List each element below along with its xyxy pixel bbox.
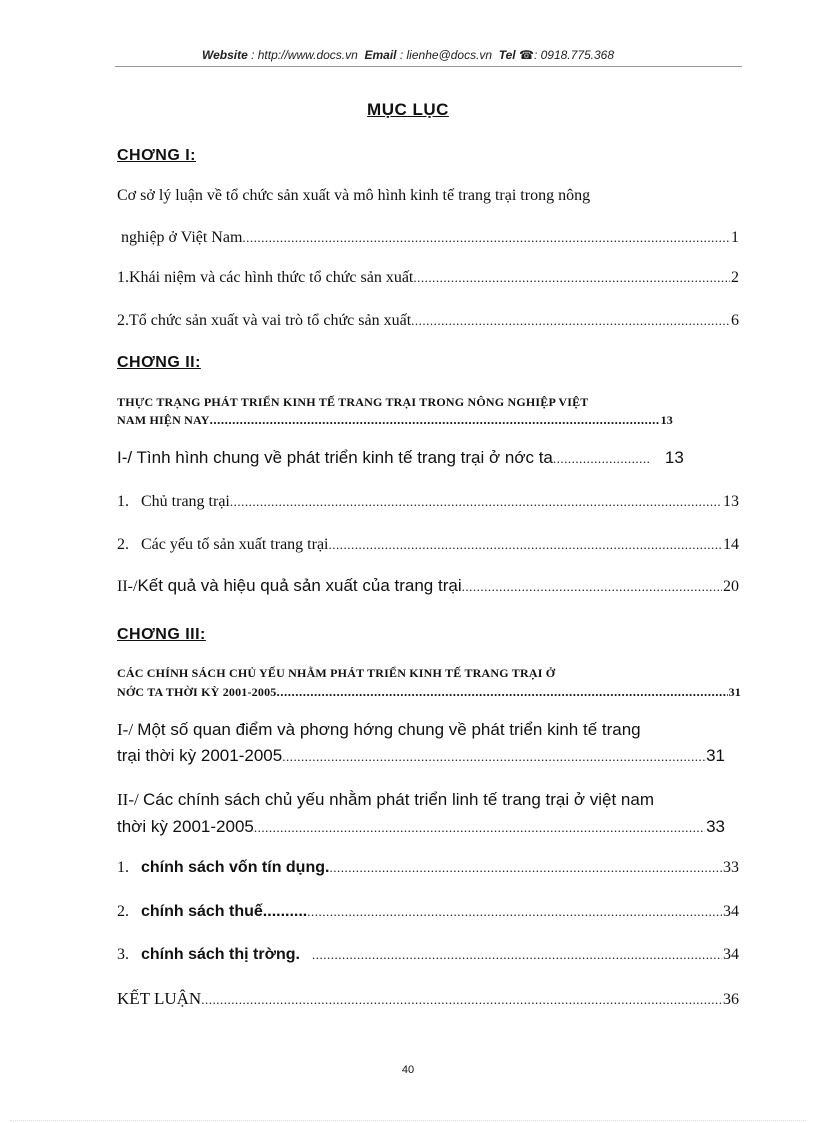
chapter-1-heading: CHƠNG I: xyxy=(117,147,196,164)
toc-entry xyxy=(117,448,739,469)
toc-entry-number: 1. xyxy=(117,859,129,876)
toc-entry xyxy=(117,945,739,965)
toc-entry-page: 34 xyxy=(723,946,739,963)
toc-entry-page: 33 xyxy=(723,859,739,876)
toc-entry-text: trại thời kỳ 2001-2005 xyxy=(117,746,283,765)
toc-entry xyxy=(117,576,739,597)
chapter-3-heading: CHƠNG III: xyxy=(117,626,206,643)
toc-entry xyxy=(117,411,673,429)
toc-leader xyxy=(254,817,705,839)
tel-value: : 0918.775.368 xyxy=(533,48,615,62)
toc-entry-page: 13 xyxy=(660,413,673,427)
email-label: Email xyxy=(364,48,397,62)
toc-entry-text: Chủ trang trại xyxy=(141,493,230,510)
toc-leader xyxy=(277,683,728,701)
section-text: Một số quan điểm và phơng hớng chung về phát triển kinh tế trang xyxy=(137,720,641,739)
page-bottom-border xyxy=(10,1120,806,1121)
toc-entry-text: nghiệp ở Việt Nam xyxy=(121,229,243,246)
section-text: Các chính sách chủ yếu nhằm phát triển linh tế trang trại ở việt nam xyxy=(142,790,654,809)
chapter-3-section1-line1 xyxy=(117,719,739,741)
toc-entry-prefix: II-/ xyxy=(117,578,138,595)
toc-entry-page: 14 xyxy=(723,536,739,553)
chapter-2-title-line1: THỰC TRẠNG PHÁT TRIỂN KINH TẾ TRANG TRẠI TRONG NÔNG NGHIỆP VIỆT xyxy=(117,395,589,409)
toc-entry-text: chính sách thị trờng. xyxy=(141,946,300,963)
toc-leader xyxy=(230,492,722,512)
toc-entry xyxy=(117,683,741,701)
toc-leader xyxy=(201,990,722,1010)
toc-entry-page: 2 xyxy=(731,269,739,286)
toc-entry-number: 2. xyxy=(117,903,129,920)
toc-entry-page: 6 xyxy=(731,312,739,329)
toc-leader xyxy=(282,746,705,768)
toc-entry xyxy=(117,858,739,878)
website-value: : http://www.docs.vn xyxy=(251,48,358,62)
toc-leader xyxy=(462,577,722,597)
toc-leader xyxy=(242,228,730,248)
toc-entry-page: 20 xyxy=(723,578,739,595)
phone-icon: ☎ xyxy=(519,48,534,62)
toc-entry-text: KẾT LUẬN xyxy=(117,989,202,1008)
toc-entry-text: Kết quả và hiệu quả sản xuất của trang trại xyxy=(137,576,462,595)
chapter-2-heading: CHƠNG II: xyxy=(117,354,201,371)
toc-entry-page: 33 xyxy=(706,817,725,836)
toc-leader xyxy=(329,858,722,878)
email-value: : lienhe@docs.vn xyxy=(399,48,493,62)
toc-leader xyxy=(312,945,722,965)
toc-leader xyxy=(210,411,660,428)
section-prefix: I-/ xyxy=(117,720,138,739)
toc-entry-page: 31 xyxy=(728,685,741,699)
toc-entry-number: 1. xyxy=(117,493,129,510)
toc-entry-number: 3. xyxy=(117,946,129,963)
toc-leader xyxy=(307,902,722,922)
toc-entry xyxy=(117,816,725,839)
toc-entry xyxy=(117,268,739,288)
header-divider xyxy=(115,66,742,67)
toc-leader xyxy=(413,268,730,288)
toc-entry xyxy=(117,902,739,922)
section-prefix: II-/ xyxy=(117,790,143,809)
tel-label: Tel xyxy=(498,48,516,62)
chapter-3-section2-line1 xyxy=(117,789,739,811)
page-header xyxy=(0,48,816,62)
chapter-3-title-line1: CÁC CHÍNH SÁCH CHỦ YẾU NHẰM PHÁT TRIỂN KINH TẾ TRANG TRẠI Ở xyxy=(117,666,556,680)
toc-entry-text: 1.Khái niệm và các hình thức tổ chức sản xuất xyxy=(117,269,414,286)
toc-entry-page: 13 xyxy=(723,493,739,510)
page-number: 40 xyxy=(401,1064,415,1076)
toc-entry-page: 13 xyxy=(664,448,684,467)
toc-entry-page: 1 xyxy=(731,229,739,246)
toc-entry xyxy=(117,492,739,512)
toc-entry-text: thời kỳ 2001-2005 xyxy=(117,817,254,836)
toc-entry-text: NỚC TA THỜI KỲ 2001-2005 xyxy=(117,685,277,699)
toc-entry-page: 31 xyxy=(706,746,725,765)
toc-entry-text: I-/ Tình hình chung về phát triển kinh tế trang trại ở nớc ta xyxy=(117,448,553,467)
toc-entry xyxy=(117,311,739,331)
toc-entry-number: 2. xyxy=(117,536,129,553)
toc-entry-conclusion xyxy=(117,989,739,1010)
toc-entry xyxy=(117,745,725,768)
toc-leader xyxy=(411,311,730,331)
toc-entry-text: chính sách thuế.......... xyxy=(141,903,308,920)
toc-entry-text: 2.Tổ chức sản xuất và vai trò tổ chức sản xuất xyxy=(117,312,412,329)
toc-entry-text: Các yếu tố sản xuất trang trại xyxy=(141,536,329,553)
toc-entry-page: 34 xyxy=(723,903,739,920)
toc-entry xyxy=(121,228,739,248)
page-title: MỤC LỤC xyxy=(367,100,449,119)
toc-leader xyxy=(329,535,723,555)
toc-entry-text: NAM HIỆN NAY xyxy=(117,413,210,427)
toc-entry xyxy=(117,535,739,555)
toc-entry-text: chính sách vốn tín dụng. xyxy=(141,859,330,876)
chapter-1-intro-line1: Cơ sở lý luận về tổ chức sản xuất và mô hình kinh tế trang trại trong nông xyxy=(117,187,591,204)
toc-entry-page: 36 xyxy=(723,991,739,1008)
website-label: Website xyxy=(201,48,248,62)
toc-leader xyxy=(553,449,651,469)
